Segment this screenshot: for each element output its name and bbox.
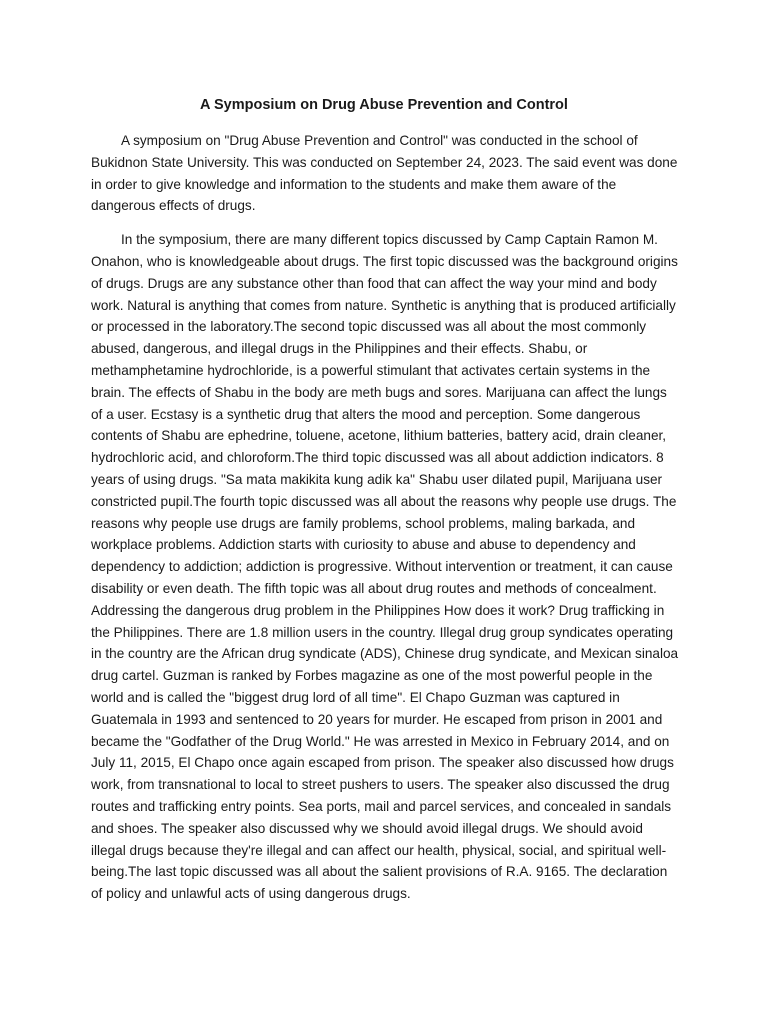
document-body: [91, 130, 679, 917]
paragraph-topics: In the symposium, there are many different topics discussed by Camp Captain Ramon M. Onahon, who is knowledgeable about drugs. The first topic discussed was the background origins of drugs. Drugs are any substance other than food that can affect the way your mind and body work. Natural is anything that comes from nature. Synthetic is anything that is produced artificially or processed in the laboratory.The second topic discussed was all about the most commonly abused, dangerous, and illegal drugs in the Philippines and their effects. Shabu, or methamphetamine hydrochloride, is a powerful stimulant that activates certain systems in the brain. The effects of Shabu in the body are meth bugs and sores. Marijuana can affect the lungs of a user. Ecstasy is a synthetic drug that alters the mood and perception. Some dangerous contents of Shabu are ephedrine, toluene, acetone, lithium batteries, battery acid, drain cleaner, hydrochloric acid, and chloroform.The third topic discussed was all about addiction indicators. 8 years of using drugs. "Sa mata makikita kung adik ka" Shabu user dilated pupil, Marijuana user constricted pupil.The fourth topic discussed was all about the reasons why people use drugs. The reasons why people use drugs are family problems, school problems, maling barkada, and workplace problems. Addiction starts with curiosity to abuse and abuse to dependency and dependency to addiction; addiction is progressive. Without intervention or treatment, it can cause disability or even death. The fifth topic was all about drug routes and methods of concealment. Addressing the dangerous drug problem in the Philippines How does it work? Drug trafficking in the Philippines. There are 1.8 million users in the country. Illegal drug group syndicates operating in the country are the African drug syndicate (ADS), Chinese drug syndicate, and Mexican sinaloa drug cartel. Guzman is ranked by Forbes magazine as one of the most powerful people in the world and is called the "biggest drug lord of all time". El Chapo Guzman was captured in Guatemala in 1993 and sentenced to 20 years for murder. He escaped from prison in 2001 and became the "Godfather of the Drug World." He was arrested in Mexico in February 2014, and on July 11, 2015, El Chapo once again escaped from prison. The speaker also discussed how drugs work, from transnational to local to street pushers to users. The speaker also discussed the drug routes and trafficking entry points. Sea ports, mail and parcel services, and concealed in sandals and shoes. The speaker also discussed why we should avoid illegal drugs. We should avoid illegal drugs because they're illegal and can affect our health, physical, social, and spiritual well-being.The last topic discussed was all about the salient provisions of R.A. 9165. The declaration of policy and unlawful acts of using dangerous drugs.: [91, 232, 679, 902]
paragraph-introduction: A symposium on "Drug Abuse Prevention and Control" was conducted in the school of Bukidnon State University. This was conducted on September 24, 2023. The said event was done in order to give knowledge and information to the students and make them aware of the dangerous effects of drugs.: [91, 133, 678, 214]
document-title: A Symposium on Drug Abuse Prevention and Control: [200, 97, 568, 113]
